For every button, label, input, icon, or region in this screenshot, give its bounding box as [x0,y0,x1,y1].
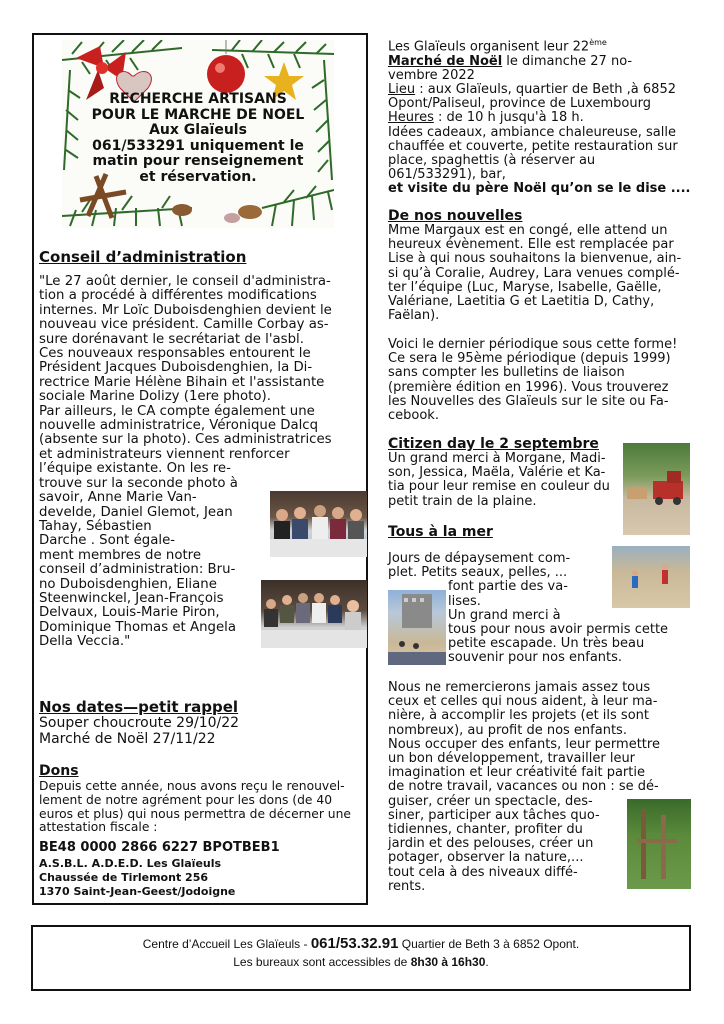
text-line: Ces nouveaux responsables entourent le [39,346,311,362]
periodique-body [388,338,700,423]
christmas-market-banner [62,40,334,228]
banner-line: et réservation. [139,168,257,185]
mer-line: petite escapade. Un très beau [448,636,645,652]
dons-body [39,780,369,835]
banner-line: Aux Glaïeuls [149,122,247,138]
seaside-promenade-image [388,590,446,665]
text-line: tidiennes, chanter, profiter du [388,822,583,838]
dates-line: Marché de Noël 27/11/22 [39,731,216,747]
text-line: Un grand merci à Morgane, Madi- [388,451,606,466]
mer-line: font partie des va- [448,579,568,595]
banner-line: 061/533291 uniquement le [92,137,304,154]
mer-line: lises. [448,593,481,609]
text-line: Darche . Sont égale- [39,533,176,549]
bank-account: BE48 0000 2866 6227 BPOTBEB1 [39,840,280,855]
citizen-day-photo [623,443,690,535]
text-line: Tahay, Sébastien [39,518,152,534]
text-line: un bon développement, travailler leur [388,751,636,767]
board-photo-1 [270,491,367,557]
mer-line: souvenir pour nos enfants. [448,650,623,666]
text-line: sans compter les bulletins de liaison [388,365,625,381]
lieu-text: : aux Glaïeuls, quartier de Beth ,à 6852 [415,81,676,97]
mer-line: Jours de dépaysement com- [388,551,571,566]
text-line: Ce sera le 95ème périodique (depuis 1999) [388,351,671,367]
text-line: les Nouvelles des Glaïeuls sur le site ou Fa- [388,393,669,409]
text-line: Depuis cette année, nous avons reçu le renouvel- [39,779,345,793]
marche-intro: Les Glaïeuls organisent leur 22 [388,39,590,55]
text-line: si qu’à Coralie, Audrey, Lara venues complé- [388,265,680,281]
conseil-heading: Conseil d’administration [39,248,247,266]
footer-hours-suffix: . [485,955,489,969]
group-photo-image [270,491,367,557]
marche-intro-sup: ème [589,38,607,47]
text-line: develde, Daniel Glemot, Jean [39,504,233,520]
text-line: nouvelle administratrice, Véronique Dalcq [39,418,319,434]
text-line: nouveau vice président. Camille Corbay as- [39,317,329,333]
text-line: Steenwinckel, Jean-François [39,590,224,606]
footer-hours-prefix: Les bureaux sont accessibles de [233,955,411,969]
mer-line: Un grand merci à [448,607,561,623]
text-line: savoir, Anne Marie Van- [39,490,197,506]
text-line: "Le 27 août dernier, le conseil d'administra- [39,274,331,289]
citizen-heading: Citizen day le 2 septembre [388,436,599,452]
text-line: ceux et celles qui nous aident, à leur ma- [388,694,658,710]
text-line: l’équipe existante. On les re- [39,461,231,477]
mer-line: tous pour nous avoir permis cette [448,622,669,638]
text-line: Président Jacques Duboisdenghien, la Di- [39,360,313,376]
text-line: (première édition en 1996). Vous trouverez [388,379,669,395]
text-line: Nous ne remercierons jamais assez tous [388,680,651,695]
text-line: lement de notre agrément pour les dons (de 40 [39,792,333,807]
beach-children-image [612,546,690,608]
garden-image [627,799,691,889]
text-line: Lise à qui nous souhaitons la bienvenue, ain- [388,251,682,267]
marche-section [388,36,700,197]
text-line: Voici le dernier périodique sous cette forme! [388,337,678,352]
text-line: sociale Marine Dolizy (1ere photo). [39,389,271,405]
text-line: euros et plus) qui nous permettra de décerner une [39,806,351,821]
nouvelles-heading: De nos nouvelles [388,208,523,224]
text-line: heureux évènement. Elle est remplacée par [388,237,674,253]
text-line: trouve sur la seconde photo à [39,475,238,491]
text-line: petit train de la plaine. [388,493,537,509]
text-line: attestation fiscale : [39,820,158,835]
text-line: (absente sur la photo). Ces administratrices [39,432,332,448]
text-line: Mme Margaux est en congé, elle attend un [388,223,668,238]
footer-hours: 8h30 à 16h30 [410,955,486,969]
banner-line: POUR LE MARCHE DE NOEL [91,106,305,123]
beach-photo-2 [388,590,446,665]
text-line: sure dorénavant le secrétariat de l'asbl. [39,331,304,347]
text-line: rents. [388,878,426,894]
text-line: guiser, créer un spectacle, des- [388,793,593,809]
marche-title: Marché de Noël [388,53,503,69]
text-line: chauffée et couverte, petite restauration sur [388,138,678,154]
text-line: cebook. [388,408,439,424]
footer-box [31,925,691,991]
beach-photo-1 [612,546,690,608]
text-line: nombreux), au profit de nos enfants. [388,722,627,738]
asbl-city: 1370 Saint-Jean-Geest/Jodoigne [39,885,236,898]
citizen-body [388,452,620,509]
text-line: Delvaux, Louis-Marie Piron, [39,605,220,621]
lieu-label: Lieu [388,81,416,97]
text-line: siner, participer aux tâches quo- [388,807,600,823]
marche-date: le dimanche 27 no- [502,53,633,69]
text-line: Valériane, Laetitia G et Laetitia D, Cathy, [388,294,655,310]
footer-phone: 061/53.32.91 [310,935,399,952]
dons-heading: Dons [39,763,79,779]
text-line: Nous occuper des enfants, leur permettre [388,736,660,752]
heures-label: Heures [388,110,434,126]
text-line: Della Veccia." [39,634,131,650]
garden-photo [627,799,691,889]
text-line: Par ailleurs, le CA compte également une [39,403,315,419]
text-line: potager, observer la nature,... [388,850,584,866]
text-line: Idées cadeaux, ambiance chaleureuse, salle [388,124,676,140]
text-line: Faëlan). [388,308,440,324]
footer-prefix: Centre d’Accueil Les Glaïeuls - [142,937,311,951]
banner-text [62,92,334,185]
text-line: place, spaghettis (à réserver au [388,152,596,168]
mer-line: plet. Petits seaux, pelles, ... [388,565,568,581]
banner-line: RECHERCHE ARTISANS [109,91,287,107]
heures-text: : de 10 h jusqu'à 18 h. [433,110,584,126]
text-line: internes. Mr Loïc Duboisdenghien devient le [39,302,332,318]
text-line: tion a procédé à différentes modifications [39,288,317,304]
dates-heading: Nos dates—petit rappel [39,698,239,716]
text-line: jardin et des pelouses, créer un [388,836,594,852]
text-line: son, Jessica, Maëla, Valérie et Ka- [388,465,606,481]
text-line: rectrice Marie Hélène Bihain et l'assistante [39,374,325,390]
text-line: Dominique Thomas et Angela [39,619,236,635]
train-photo-image [623,443,690,535]
text-line: conseil d’administration: Bru- [39,562,236,578]
marche-line: vembre 2022 [388,67,475,83]
text-line: imagination et leur créativité fait partie [388,765,645,781]
asbl-name: A.S.B.L. A.D.E.D. Les Glaïeuls [39,857,222,870]
text-line: 061/533291), bar, [388,167,506,183]
group-photo-image [261,580,367,648]
text-line: ter l’équipe (Luc, Maryse, Isabelle, Gaëlle, [388,279,662,295]
mer-heading: Tous à la mer [388,524,493,540]
banner-line: matin pour renseignement [92,153,304,169]
text-line: no Duboisdenghien, Eliane [39,576,217,592]
text-line: de notre travail, vacances ou non : se dé- [388,779,659,795]
text-line: nière, à accomplir les projets (et ils sont [388,708,649,724]
text-line: tia pour leur remise en couleur du [388,479,610,495]
marche-bold-line: et visite du père Noël qu’on se le dise .... [388,181,691,197]
dates-line: Souper choucroute 29/10/22 [39,715,240,731]
text-line: et administrateurs viennent renforcer [39,446,290,462]
marche-line: Opont/Paliseul, province de Luxembourg [388,96,651,112]
board-photo-2 [261,580,367,648]
asbl-street: Chaussée de Tirlemont 256 [39,871,208,884]
nouvelles-body [388,224,700,323]
text-line: ment membres de notre [39,547,202,563]
footer-address: Quartier de Beth 3 à 6852 Opont. [398,937,580,951]
text-line: tout cela à des niveaux diffé- [388,864,578,880]
